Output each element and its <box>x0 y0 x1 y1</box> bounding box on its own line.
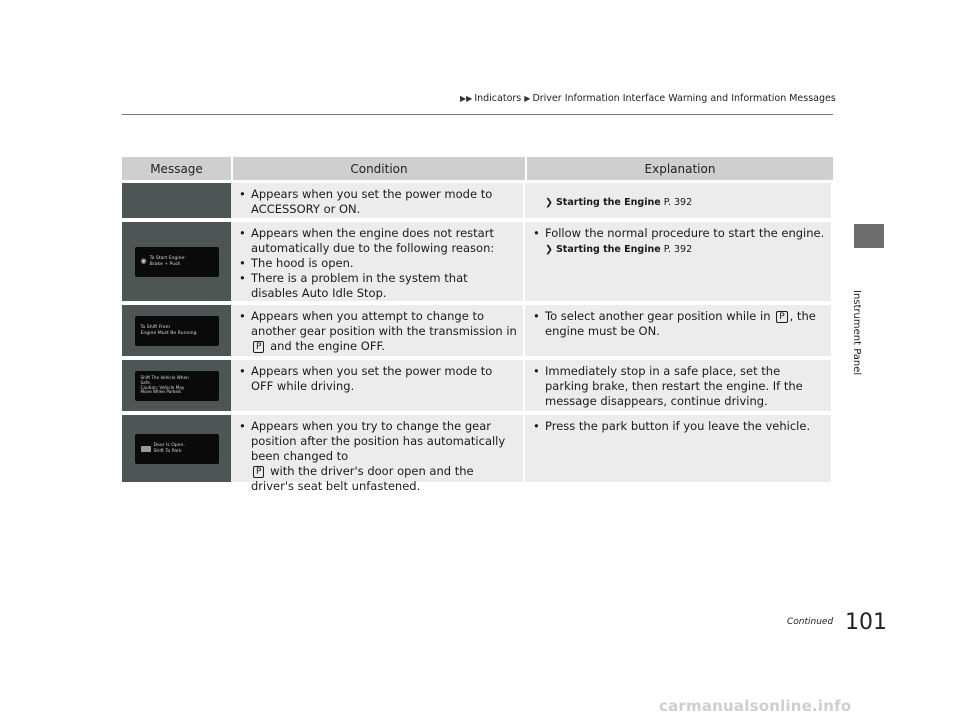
breadcrumb-item: Driver Information Interface Warning and Information Messages <box>532 93 836 104</box>
explanation-text: , the engine must be ON. <box>545 309 816 338</box>
gear-p-symbol: P <box>253 466 264 478</box>
reference-page: P. 392 <box>663 244 693 255</box>
reference-title: Starting the Engine <box>555 244 661 255</box>
explanation-bullet: • Immediately stop in a safe place, set the parking brake, then restart the engine. If the message disappears, continue driving. <box>533 364 825 409</box>
reference-title: Starting the Engine <box>555 197 661 208</box>
condition-continuation <box>239 464 517 494</box>
column-header-explanation: Explanation <box>525 157 833 180</box>
explanation-bullet: • Follow the normal procedure to start the engine. <box>533 226 825 241</box>
brake-pedal-icon: ◉ <box>140 256 147 265</box>
condition-cell <box>231 222 523 301</box>
breadcrumb-item: Indicators <box>474 93 522 104</box>
reference-arrow-icon: ❯ <box>545 244 553 255</box>
explanation-cell <box>525 183 831 218</box>
condition-text: and the engine OFF. <box>270 339 385 353</box>
screen-text: Caution: Vehicle May <box>140 384 185 390</box>
breadcrumb <box>460 93 836 104</box>
condition-bullet: • Appears when you try to change the gear position after the position has automatically been changed to <box>239 419 517 464</box>
explanation-cell <box>525 415 831 482</box>
screen-text: Engine Must Be Running <box>140 330 197 336</box>
explanation-cell <box>525 360 831 411</box>
reference-arrow-icon: ❯ <box>545 197 553 208</box>
display-screen <box>135 371 219 401</box>
screen-text: Shift The Vehicle When <box>140 374 189 380</box>
condition-cell <box>231 305 523 356</box>
reference-page: P. 392 <box>663 197 693 208</box>
table-row <box>122 415 833 493</box>
display-screen <box>135 316 219 346</box>
condition-cell <box>231 415 523 493</box>
screen-text: Brake + Push <box>149 261 181 267</box>
display-screen <box>135 434 219 464</box>
cross-reference <box>533 242 825 257</box>
message-image <box>122 360 231 411</box>
section-tab <box>854 224 884 248</box>
condition-bullet: • Appears when the engine does not restart automatically due to the following reason: <box>239 226 517 256</box>
explanation-text: To select another gear position while in <box>545 309 771 323</box>
explanation-bullet <box>533 309 825 339</box>
condition-text: with the driver's door open and the driver's seat belt unfastened. <box>251 464 474 493</box>
condition-bullet: • The hood is open. <box>239 256 517 271</box>
screen-text: Shift To Park <box>153 448 182 454</box>
screen-text: Move When Parked. <box>140 389 182 395</box>
condition-bullet <box>239 309 517 354</box>
gear-p-symbol: P <box>253 341 264 353</box>
watermark: carmanualsonline.info <box>659 697 852 715</box>
triangle-icon: ▶▶ <box>460 94 473 103</box>
display-screen <box>135 247 219 277</box>
header-rule <box>122 114 833 115</box>
page-number: 101 <box>845 610 887 635</box>
explanation-cell <box>525 305 831 356</box>
screen-text: To Start Engine: <box>149 256 186 262</box>
triangle-icon: ▶ <box>524 94 531 103</box>
explanation-cell <box>525 222 831 301</box>
message-image <box>122 183 231 218</box>
condition-bullet: • Appears when you set the power mode to ACCESSORY or ON. <box>239 187 517 217</box>
message-image <box>122 222 231 301</box>
table-row <box>122 305 833 356</box>
continued-note: Continued <box>787 617 834 627</box>
door-open-icon <box>141 446 151 452</box>
explanation-bullet: • Press the park button if you leave the vehicle. <box>533 419 825 434</box>
screen-text: Safe. <box>140 379 152 385</box>
cross-reference <box>533 195 825 210</box>
gear-p-symbol: P <box>776 311 787 323</box>
message-table <box>122 157 833 493</box>
condition-cell <box>231 183 523 218</box>
column-header-message: Message <box>150 161 203 176</box>
table-row <box>122 360 833 411</box>
column-header-condition: Condition <box>231 157 525 180</box>
table-row <box>122 183 833 218</box>
message-image <box>122 305 231 356</box>
section-label: Instrument Panel <box>851 290 862 376</box>
condition-text: Appears when you attempt to change to another gear position with the transmission in <box>251 309 517 338</box>
screen-text: To Shift From <box>140 325 171 331</box>
condition-bullet: • There is a problem in the system that disables Auto Idle Stop. <box>239 271 517 301</box>
screen-text: Door Is Open. <box>153 443 185 449</box>
table-header <box>122 157 833 180</box>
table-row <box>122 222 833 301</box>
message-image <box>122 415 231 482</box>
condition-cell <box>231 360 523 411</box>
condition-bullet: • Appears when you set the power mode to OFF while driving. <box>239 364 517 394</box>
